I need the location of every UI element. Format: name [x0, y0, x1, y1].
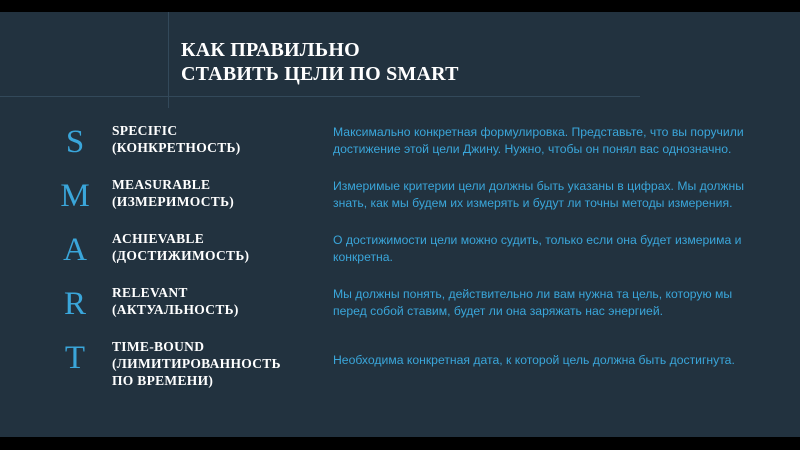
- decorative-guide-line-vertical: [168, 12, 169, 108]
- criterion-term-en: ACHIEVABLE: [112, 231, 205, 246]
- decorative-guide-line-horizontal: [0, 96, 640, 97]
- criterion-description: О достижимости цели можно судить, только если она будет измерима и конкретна.: [333, 233, 742, 264]
- criterion-term-en: RELEVANT: [112, 285, 188, 300]
- criterion-term: [112, 338, 322, 389]
- criterion-description: Мы должны понять, действительно ли вам нужна та цель, которую мы перед собой ставим, будет ли она заряжать нас энергией.: [333, 287, 733, 318]
- criterion-term: [112, 230, 322, 264]
- criterion-term: [112, 122, 322, 156]
- criterion-term-en: TIME-BOUND: [112, 339, 205, 354]
- slide-title-line-2: СТАВИТЬ ЦЕЛИ ПО SMART: [181, 63, 459, 85]
- criterion-letter: T: [64, 340, 86, 376]
- criterion-term-ru: (ДОСТИЖИМОСТЬ): [112, 248, 250, 263]
- slide-title-line-1: КАК ПРАВИЛЬНО: [181, 39, 360, 61]
- criterion-term-ru-continued: ПО ВРЕМЕНИ): [112, 373, 214, 388]
- criterion-letter: S: [65, 124, 85, 160]
- criterion-term-ru: (КОНКРЕТНОСТЬ): [112, 140, 241, 155]
- criterion-letter: M: [60, 178, 90, 214]
- criterion-description: Измеримые критерии цели должны быть указаны в цифрах. Мы должны знать, как мы будем их измерять и будут ли точны методы измерения.: [333, 179, 745, 210]
- criterion-term-ru: (ЛИМИТИРОВАННОСТЬ: [112, 356, 281, 371]
- criterion-term-ru: (ИЗМЕРИМОСТЬ): [112, 194, 235, 209]
- criterion-description: Максимально конкретная формулировка. Представьте, что вы поручили достижение этой цели Джину. Нужно, чтобы он понял вас однозначно.: [333, 125, 744, 156]
- slide-title: [181, 38, 459, 86]
- criterion-letter: R: [63, 286, 86, 322]
- criterion-letter: A: [63, 232, 87, 268]
- criterion-term-en: MEASURABLE: [112, 177, 211, 192]
- criterion-term: [112, 284, 322, 318]
- criterion-term-ru: (АКТУАЛЬНОСТЬ): [112, 302, 239, 317]
- smart-slide: [0, 12, 800, 437]
- criterion-term: [112, 176, 322, 210]
- criterion-term-en: SPECIFIC: [112, 123, 178, 138]
- criterion-description: Необходима конкретная дата, к которой цель должна быть достигнута.: [333, 353, 735, 367]
